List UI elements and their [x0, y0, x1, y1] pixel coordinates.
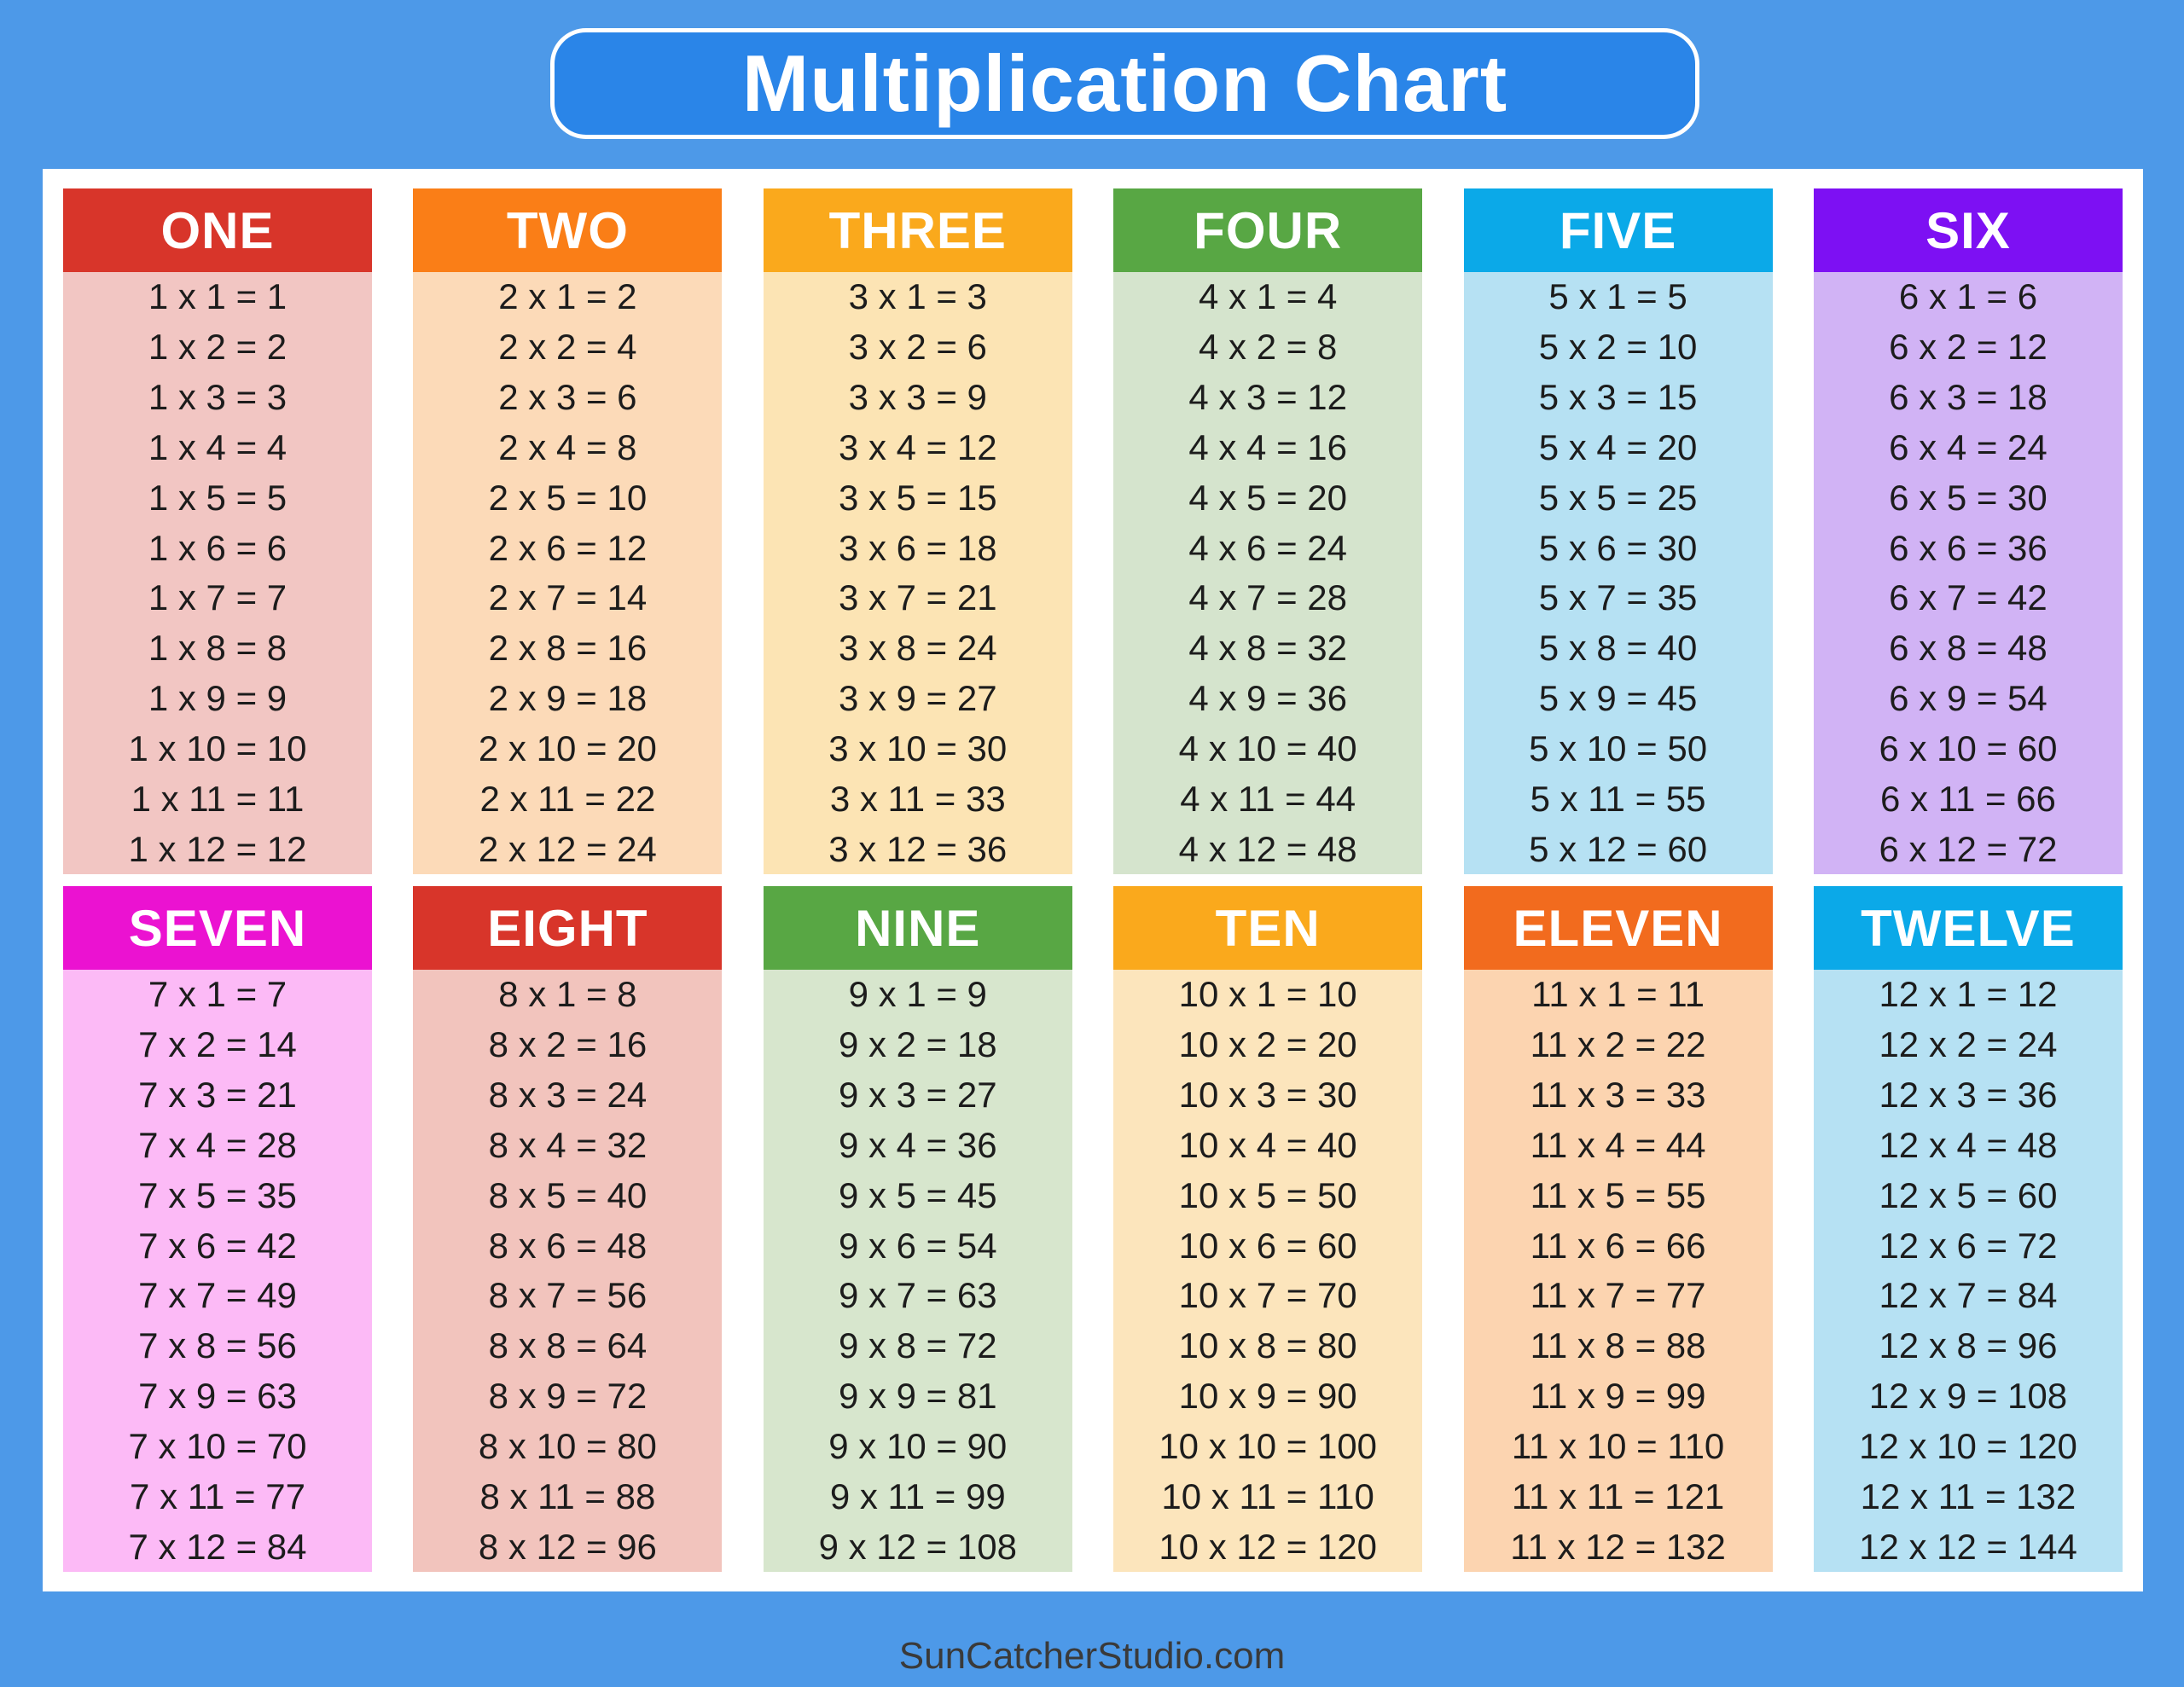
fact-row: 9 x 3 = 27: [838, 1075, 997, 1116]
fact-row: 5 x 9 = 45: [1538, 678, 1698, 719]
table-title: THREE: [828, 201, 1007, 259]
table-header: [1464, 188, 1773, 272]
fact-row: 1 x 6 = 6: [148, 527, 288, 568]
fact-row: 5 x 7 = 35: [1538, 577, 1698, 618]
fact-row: 4 x 2 = 8: [1199, 327, 1338, 368]
fact-row: 5 x 8 = 40: [1538, 628, 1698, 669]
fact-row: 6 x 3 = 18: [1889, 377, 2048, 418]
table-header: [1814, 188, 2123, 272]
fact-row: 2 x 6 = 12: [488, 527, 648, 568]
fact-row: 9 x 2 = 18: [838, 1024, 997, 1065]
table-body: [1113, 272, 1422, 874]
fact-row: 11 x 5 = 55: [1530, 1174, 1706, 1215]
fact-row: 8 x 6 = 48: [488, 1225, 648, 1266]
fact-row: 12 x 10 = 120: [1859, 1425, 2077, 1466]
fact-row: 8 x 11 = 88: [479, 1475, 656, 1516]
table-header: [1113, 886, 1422, 970]
table-body: [1814, 970, 2123, 1572]
fact-row: 4 x 10 = 40: [1178, 728, 1357, 768]
fact-row: 7 x 6 = 42: [138, 1225, 297, 1266]
fact-row: 12 x 11 = 132: [1860, 1475, 2077, 1516]
fact-row: 6 x 11 = 66: [1880, 778, 2056, 819]
fact-row: 3 x 5 = 15: [838, 477, 997, 518]
table-body: [1814, 272, 2123, 874]
table-title: SIX: [1926, 201, 2011, 259]
fact-row: 5 x 1 = 5: [1548, 276, 1687, 317]
fact-row: 7 x 10 = 70: [128, 1425, 307, 1466]
fact-row: 11 x 11 = 121: [1511, 1475, 1725, 1516]
fact-row: 8 x 9 = 72: [488, 1376, 648, 1417]
fact-row: 9 x 12 = 108: [818, 1526, 1017, 1567]
fact-row: 2 x 9 = 18: [488, 678, 648, 719]
fact-row: 5 x 3 = 15: [1538, 377, 1698, 418]
fact-row: 12 x 7 = 84: [1879, 1275, 2058, 1316]
fact-row: 1 x 12 = 12: [128, 828, 307, 869]
table-header: [63, 886, 372, 970]
fact-row: 8 x 8 = 64: [488, 1325, 648, 1366]
fact-row: 3 x 7 = 21: [838, 577, 997, 618]
fact-row: 12 x 8 = 96: [1879, 1325, 2058, 1366]
times-table-six: [1814, 188, 2123, 874]
fact-row: 3 x 10 = 30: [828, 728, 1008, 768]
fact-row: 7 x 4 = 28: [138, 1124, 297, 1165]
fact-row: 1 x 4 = 4: [148, 426, 288, 467]
fact-row: 10 x 11 = 110: [1161, 1475, 1374, 1516]
fact-row: 11 x 2 = 22: [1530, 1024, 1706, 1065]
fact-row: 1 x 3 = 3: [148, 377, 288, 418]
fact-row: 2 x 5 = 10: [488, 477, 648, 518]
fact-row: 1 x 5 = 5: [148, 477, 288, 518]
fact-row: 2 x 11 = 22: [479, 778, 656, 819]
fact-row: 1 x 2 = 2: [148, 327, 288, 368]
fact-row: 6 x 9 = 54: [1889, 678, 2048, 719]
table-header: [764, 188, 1072, 272]
fact-row: 7 x 11 = 77: [130, 1475, 305, 1516]
fact-row: 1 x 1 = 1: [148, 276, 288, 317]
table-header: [413, 188, 722, 272]
fact-row: 11 x 10 = 110: [1511, 1425, 1725, 1466]
fact-row: 10 x 8 = 80: [1178, 1325, 1357, 1366]
fact-row: 5 x 6 = 30: [1538, 527, 1698, 568]
fact-row: 12 x 3 = 36: [1879, 1075, 2058, 1116]
fact-row: 9 x 1 = 9: [848, 974, 987, 1015]
fact-row: 4 x 1 = 4: [1199, 276, 1338, 317]
fact-row: 7 x 5 = 35: [138, 1174, 297, 1215]
fact-row: 10 x 3 = 30: [1178, 1075, 1357, 1116]
fact-row: 11 x 3 = 33: [1530, 1075, 1706, 1116]
fact-row: 1 x 7 = 7: [148, 577, 288, 618]
table-body: [63, 272, 372, 874]
fact-row: 7 x 7 = 49: [138, 1275, 297, 1316]
fact-row: 4 x 9 = 36: [1188, 678, 1347, 719]
fact-row: 1 x 10 = 10: [128, 728, 307, 768]
fact-row: 9 x 5 = 45: [838, 1174, 997, 1215]
fact-row: 4 x 6 = 24: [1188, 527, 1347, 568]
fact-row: 6 x 5 = 30: [1889, 477, 2048, 518]
table-body: [764, 272, 1072, 874]
table-title: TEN: [1215, 899, 1321, 957]
table-body: [63, 970, 372, 1572]
table-header: [764, 886, 1072, 970]
fact-row: 9 x 11 = 99: [829, 1475, 1006, 1516]
fact-row: 8 x 10 = 80: [478, 1425, 657, 1466]
fact-row: 9 x 6 = 54: [838, 1225, 997, 1266]
fact-row: 4 x 12 = 48: [1178, 828, 1357, 869]
fact-row: 8 x 5 = 40: [488, 1174, 648, 1215]
table-title: FOUR: [1194, 201, 1343, 259]
fact-row: 3 x 11 = 33: [829, 778, 1006, 819]
fact-row: 9 x 7 = 63: [838, 1275, 997, 1316]
fact-row: 3 x 1 = 3: [848, 276, 987, 317]
fact-row: 11 x 12 = 132: [1510, 1526, 1726, 1567]
fact-row: 6 x 1 = 6: [1898, 276, 2038, 317]
fact-row: 7 x 8 = 56: [138, 1325, 297, 1366]
fact-row: 12 x 4 = 48: [1879, 1124, 2058, 1165]
fact-row: 9 x 9 = 81: [838, 1376, 997, 1417]
fact-row: 11 x 7 = 77: [1530, 1275, 1706, 1316]
fact-row: 3 x 4 = 12: [838, 426, 997, 467]
fact-row: 5 x 2 = 10: [1538, 327, 1698, 368]
fact-row: 8 x 2 = 16: [488, 1024, 648, 1065]
fact-row: 10 x 2 = 20: [1178, 1024, 1357, 1065]
fact-row: 10 x 1 = 10: [1178, 974, 1357, 1015]
table-header: [63, 188, 372, 272]
table-body: [1464, 970, 1773, 1572]
fact-row: 2 x 10 = 20: [478, 728, 657, 768]
fact-row: 6 x 7 = 42: [1889, 577, 2048, 618]
fact-row: 3 x 8 = 24: [838, 628, 997, 669]
table-title: TWELVE: [1861, 899, 2076, 957]
fact-row: 2 x 3 = 6: [498, 377, 637, 418]
fact-row: 10 x 7 = 70: [1178, 1275, 1357, 1316]
page-title: Multiplication Chart: [741, 38, 1508, 128]
fact-row: 2 x 2 = 4: [498, 327, 637, 368]
fact-row: 12 x 2 = 24: [1879, 1024, 2058, 1065]
fact-row: 8 x 12 = 96: [478, 1526, 657, 1567]
fact-row: 4 x 4 = 16: [1188, 426, 1347, 467]
times-table-eight: [413, 886, 722, 1572]
fact-row: 11 x 9 = 99: [1530, 1376, 1706, 1417]
fact-row: 5 x 10 = 50: [1529, 728, 1708, 768]
footer-credit: SunCatcherStudio.com: [898, 1635, 1286, 1677]
tables-panel: [43, 169, 2143, 1591]
times-table-eleven: [1464, 886, 1773, 1572]
table-body: [413, 272, 722, 874]
fact-row: 11 x 1 = 11: [1531, 974, 1705, 1015]
table-title: FIVE: [1559, 201, 1677, 259]
fact-row: 2 x 4 = 8: [498, 426, 637, 467]
fact-row: 4 x 11 = 44: [1180, 778, 1356, 819]
fact-row: 12 x 5 = 60: [1879, 1174, 2058, 1215]
fact-row: 3 x 3 = 9: [848, 377, 987, 418]
table-title: ONE: [160, 201, 275, 259]
fact-row: 2 x 1 = 2: [498, 276, 637, 317]
fact-row: 3 x 12 = 36: [828, 828, 1008, 869]
title-banner: [550, 28, 1699, 139]
fact-row: 4 x 3 = 12: [1188, 377, 1347, 418]
table-title: EIGHT: [487, 899, 648, 957]
fact-row: 8 x 7 = 56: [488, 1275, 648, 1316]
fact-row: 10 x 5 = 50: [1178, 1174, 1357, 1215]
fact-row: 8 x 4 = 32: [488, 1124, 648, 1165]
fact-row: 7 x 12 = 84: [128, 1526, 307, 1567]
fact-row: 4 x 8 = 32: [1188, 628, 1347, 669]
times-table-three: [764, 188, 1072, 874]
times-table-ten: [1113, 886, 1422, 1572]
table-body: [1113, 970, 1422, 1572]
fact-row: 6 x 8 = 48: [1889, 628, 2048, 669]
table-header: [1814, 886, 2123, 970]
fact-row: 12 x 9 = 108: [1868, 1376, 2068, 1417]
fact-row: 6 x 12 = 72: [1879, 828, 2058, 869]
fact-row: 10 x 9 = 90: [1178, 1376, 1357, 1417]
fact-row: 4 x 7 = 28: [1188, 577, 1347, 618]
fact-row: 7 x 9 = 63: [138, 1376, 297, 1417]
times-table-one: [63, 188, 372, 874]
fact-row: 5 x 4 = 20: [1538, 426, 1698, 467]
times-table-nine: [764, 886, 1072, 1572]
times-table-four: [1113, 188, 1422, 874]
table-header: [1464, 886, 1773, 970]
fact-row: 2 x 7 = 14: [488, 577, 648, 618]
fact-row: 3 x 9 = 27: [838, 678, 997, 719]
fact-row: 1 x 8 = 8: [148, 628, 288, 669]
table-body: [1464, 272, 1773, 874]
fact-row: 4 x 5 = 20: [1188, 477, 1347, 518]
fact-row: 12 x 6 = 72: [1879, 1225, 2058, 1266]
table-title: NINE: [855, 899, 981, 957]
fact-row: 10 x 6 = 60: [1178, 1225, 1357, 1266]
fact-row: 9 x 10 = 90: [828, 1425, 1008, 1466]
fact-row: 1 x 9 = 9: [148, 678, 288, 719]
fact-row: 9 x 4 = 36: [838, 1124, 997, 1165]
table-body: [413, 970, 722, 1572]
fact-row: 12 x 12 = 144: [1859, 1526, 2077, 1567]
table-header: [1113, 188, 1422, 272]
fact-row: 1 x 11 = 11: [131, 778, 305, 819]
fact-row: 10 x 10 = 100: [1159, 1425, 1378, 1466]
fact-row: 7 x 1 = 7: [148, 974, 288, 1015]
times-table-two: [413, 188, 722, 874]
table-title: ELEVEN: [1513, 899, 1723, 957]
fact-row: 5 x 11 = 55: [1530, 778, 1706, 819]
fact-row: 7 x 3 = 21: [138, 1075, 297, 1116]
table-body: [764, 970, 1072, 1572]
fact-row: 2 x 8 = 16: [488, 628, 648, 669]
times-table-seven: [63, 886, 372, 1572]
fact-row: 9 x 8 = 72: [838, 1325, 997, 1366]
fact-row: 11 x 4 = 44: [1530, 1124, 1706, 1165]
fact-row: 8 x 3 = 24: [488, 1075, 648, 1116]
fact-row: 6 x 2 = 12: [1889, 327, 2048, 368]
table-header: [413, 886, 722, 970]
table-title: TWO: [506, 201, 629, 259]
fact-row: 12 x 1 = 12: [1879, 974, 2058, 1015]
fact-row: 5 x 12 = 60: [1529, 828, 1708, 869]
fact-row: 2 x 12 = 24: [478, 828, 657, 869]
times-table-twelve: [1814, 886, 2123, 1572]
fact-row: 7 x 2 = 14: [138, 1024, 297, 1065]
fact-row: 3 x 2 = 6: [848, 327, 987, 368]
fact-row: 8 x 1 = 8: [498, 974, 637, 1015]
tables-grid: [63, 188, 2123, 1572]
fact-row: 10 x 12 = 120: [1159, 1526, 1378, 1567]
fact-row: 5 x 5 = 25: [1538, 477, 1698, 518]
times-table-five: [1464, 188, 1773, 874]
fact-row: 6 x 10 = 60: [1879, 728, 2058, 768]
fact-row: 6 x 6 = 36: [1889, 527, 2048, 568]
fact-row: 10 x 4 = 40: [1178, 1124, 1357, 1165]
fact-row: 6 x 4 = 24: [1889, 426, 2048, 467]
fact-row: 11 x 6 = 66: [1530, 1225, 1706, 1266]
fact-row: 11 x 8 = 88: [1530, 1325, 1706, 1366]
fact-row: 3 x 6 = 18: [838, 527, 997, 568]
table-title: SEVEN: [128, 899, 307, 957]
